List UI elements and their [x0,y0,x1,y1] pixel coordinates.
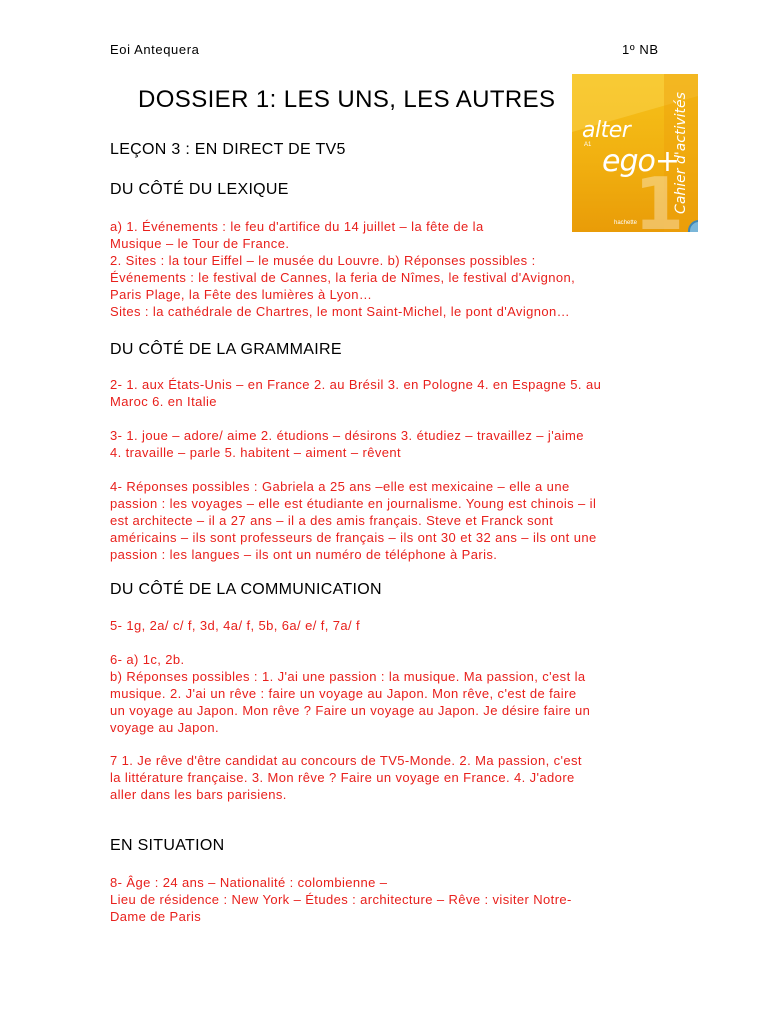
text-line: un voyage au Japon. Mon rêve ? Faire un voyage au Japon. Je désire faire un [110,703,591,718]
text-line: américains – ils sont professeurs de français – ils ont 30 et 32 ans – ils ont une [110,530,597,545]
text-line: 2. Sites : la tour Eiffel – le musée du Louvre. b) Réponses possibles : [110,253,536,268]
text-line: 6- a) 1c, 2b. [110,652,185,667]
text-line: 3- 1. joue – adore/ aime 2. étudions – désirons 3. étudiez – travaillez – j'aime [110,428,584,443]
section-heading-grammaire: DU CÔTÉ DE LA GRAMMAIRE [110,341,342,358]
text-line: a) 1. Événements : le feu d'artifice du 14 juillet – la fête de la [110,219,484,234]
text-line: Dame de Paris [110,909,202,924]
text-line: 4. travaille – parle 5. habitent – aiment – rêvent [110,445,401,460]
section-heading-lexique: DU CÔTÉ DU LEXIQUE [110,181,289,198]
cover-brand-alter: alter [582,118,631,143]
text-line: voyage au Japon. [110,720,220,735]
text-line: aller dans les bars parisiens. [110,787,287,802]
cover-publisher-logo: hachette [614,220,638,226]
communication-exercise-6 [110,651,670,736]
text-line: 5- 1g, 2a/ c/ f, 3d, 4a/ f, 5b, 6a/ e/ f, 7a/ f [110,618,361,633]
cover-level-badge: A1 [584,142,592,148]
text-line: Paris Plage, la Fête des lumières à Lyon… [110,287,373,302]
section-heading-situation: EN SITUATION [110,837,225,854]
text-line: Sites : la cathédrale de Chartres, le mont Saint-Michel, le pont d'Avignon… [110,304,571,319]
lexique-answers [110,218,670,320]
situation-answers [110,874,670,925]
cover-subtitle-text: Cahier d'activités [673,92,689,214]
lesson-title: LEÇON 3 : EN DIRECT DE TV5 [110,141,346,158]
text-line: la littérature française. 3. Mon rêve ? Faire un voyage en France. 4. J'adore [110,770,575,785]
school-name: Eoi Antequera [110,42,200,57]
text-line: 4- Réponses possibles : Gabriela a 25 ans –elle est mexicaine – elle a une [110,479,570,494]
communication-exercise-7 [110,752,670,803]
class-level: 1º NB [622,42,659,57]
communication-exercise-5 [110,617,670,634]
cover-brand-ego: ego+ [602,144,679,179]
text-line: passion : les voyages – elle est étudiante en journalisme. Young est chinois – il [110,496,597,511]
grammaire-exercise-3 [110,427,670,461]
text-line: 8- Âge : 24 ans – Nationalité : colombienne – [110,875,388,890]
text-line: Maroc 6. en Italie [110,394,217,409]
grammaire-exercise-4 [110,478,670,563]
text-line: passion : les langues – ils ont un numéro de téléphone à Paris. [110,547,498,562]
text-line: est architecte – il a 27 ans – il a des amis français. Steve et Franck sont [110,513,554,528]
section-heading-communication: DU CÔTÉ DE LA COMMUNICATION [110,581,382,598]
text-line: musique. 2. J'ai un rêve : faire un voyage au Japon. Mon rêve, c'est de faire [110,686,577,701]
text-line: Événements : le festival de Cannes, la feria de Nîmes, le festival d'Avignon, [110,270,576,285]
page-title: DOSSIER 1: LES UNS, LES AUTRES [138,86,556,113]
text-line: 2- 1. aux États-Unis – en France 2. au Brésil 3. en Pologne 4. en Espagne 5. au [110,377,602,392]
text-line: b) Réponses possibles : 1. J'ai une passion : la musique. Ma passion, c'est la [110,669,586,684]
text-line: Lieu de résidence : New York – Études : architecture – Rêve : visiter Notre- [110,892,572,907]
grammaire-exercise-2 [110,376,670,410]
text-line: 7 1. Je rêve d'être candidat au concours de TV5-Monde. 2. Ma passion, c'est [110,753,582,768]
book-cover-image [572,74,698,232]
cover-level-number: 1 [634,162,685,232]
cover-subtitle [668,80,694,226]
text-line: Musique – le Tour de France. [110,236,290,251]
